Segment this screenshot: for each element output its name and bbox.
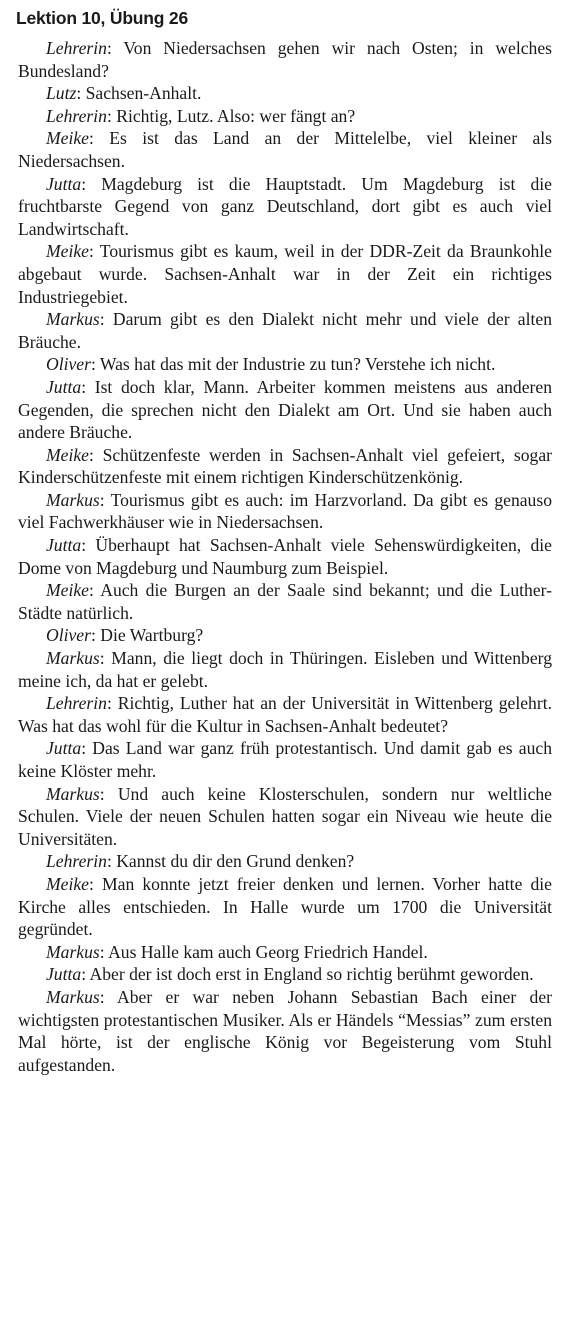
dialogue-turn [18,579,552,624]
speaker-name: Jutta [46,738,82,759]
dialogue-turn [18,353,552,376]
spoken-line: : Schützenfeste werden in Sachsen-Anhalt viel gefeiert, sogar Kinderschützenfeste mit einem richtigen Kinderschützenkönig. [18,444,552,488]
speaker-name: Markus [46,489,100,510]
speaker-name: Markus [46,783,100,804]
dialogue-turn [18,376,552,444]
spoken-line: : Was hat das mit der Industrie zu tun? Verstehe ich nicht. [90,354,496,375]
spoken-line: : Aus Halle kam auch Georg Friedrich Handel. [99,941,428,962]
spoken-line: : Überhaupt hat Sachsen-Anhalt viele Sehenswürdigkeiten, die Dome von Magdeburg und Naumburg zum Beispiel. [18,535,552,578]
spoken-line: : Kannst du dir den Grund denken? [106,851,355,872]
speaker-name: Meike [46,580,89,601]
speaker-name: Oliver [46,354,91,375]
spoken-line: : Mann, die liegt doch in Thüringen. Eisleben und Wittenberg meine ich, da hat er gelebt. [18,648,552,691]
dialogue-turn [18,941,552,964]
speaker-name: Lehrerin [46,693,107,714]
spoken-line: : Das Land war ganz früh protestantisch. Und damit gab es auch keine Klöster mehr. [18,738,552,781]
speaker-name: Markus [46,986,100,1007]
dialogue-text [18,37,552,1076]
speaker-name: Jutta [46,173,82,194]
speaker-name: Meike [46,873,89,894]
spoken-line: : Aber der ist doch erst in England so richtig berühmt geworden. [81,964,534,985]
dialogue-turn [18,963,552,986]
spoken-line: : Tourismus gibt es auch: im Harzvorland. Da gibt es genauso viel Fachwerkhäuser wie in Niedersachsen. [18,489,552,533]
speaker-name: Markus [46,941,100,962]
speaker-name: Lehrerin [46,851,107,872]
spoken-line: : Es ist das Land an der Mittelelbe, viel kleiner als Niedersachsen. [18,128,552,171]
dialogue-turn [18,692,552,737]
spoken-line: : Man konnte jetzt freier denken und lernen. Vorher hatte die Kirche alles entschieden. In Halle wurde um 1700 die Universität gegründet. [18,873,552,940]
dialogue-turn [18,37,552,82]
dialogue-turn [18,82,552,105]
speaker-name: Markus [46,309,100,330]
dialogue-turn [18,850,552,873]
spoken-line: : Ist doch klar, Mann. Arbeiter kommen meistens aus anderen Gegenden, die sprechen nicht den Dialekt am Ort. Und sie haben auch andere Bräuche. [18,376,552,443]
speaker-name: Jutta [46,535,82,556]
spoken-line: : Magdeburg ist die Hauptstadt. Um Magdeburg ist die fruchtbarste Gegend von ganz Deutschland, dort gibt es auch viel Landwirtschaft. [18,173,552,239]
spoken-line: : Und auch keine Klosterschulen, sondern nur weltliche Schulen. Viele der neuen Schulen hatten sogar ein Niveau wie heute die Universitäten. [18,783,552,849]
speaker-name: Lutz [46,83,77,104]
spoken-line: : Von Niedersachsen gehen wir nach Osten; in welches Bundesland? [18,38,552,81]
spoken-line: : Auch die Burgen an der Saale sind bekannt; und die Luther-Städte natürlich. [18,580,552,623]
speaker-name: Jutta [46,964,82,985]
speaker-name: Meike [46,128,89,149]
spoken-line: : Die Wartburg? [90,625,204,646]
document-page [18,6,552,1076]
spoken-line: : Sachsen-Anhalt. [76,83,202,104]
dialogue-turn [18,534,552,579]
dialogue-turn [18,737,552,782]
speaker-name: Jutta [46,376,82,397]
spoken-line: : Aber er war neben Johann Sebastian Bach einer der wichtigsten protestantischen Musiker. Als er Händels “Messias” zum ersten Mal hörte, ist der englische König vor Begeisterung vom Stuhl aufgestanden. [18,986,552,1075]
dialogue-turn [18,624,552,647]
speaker-name: Meike [46,444,89,465]
dialogue-turn [18,308,552,353]
dialogue-turn [18,444,552,489]
dialogue-turn [18,173,552,241]
dialogue-turn [18,127,552,172]
spoken-line: : Richtig, Lutz. Also: wer fängt an? [106,105,356,126]
spoken-line: : Tourismus gibt es kaum, weil in der DDR-Zeit da Braunkohle abgebaut wurde. Sachsen-Anhalt war in der Zeit ein richtiges Industriegebiet. [18,241,552,307]
dialogue-turn [18,873,552,941]
speaker-name: Lehrerin [46,38,107,58]
speaker-name: Lehrerin [46,105,107,126]
dialogue-turn [18,783,552,851]
speaker-name: Oliver [46,625,91,646]
spoken-line: : Darum gibt es den Dialekt nicht mehr und viele der alten Bräuche. [18,309,552,352]
dialogue-turn [18,986,552,1076]
speaker-name: Meike [46,241,89,262]
dialogue-turn [18,647,552,692]
lesson-heading: Lektion 10, Übung 26 [16,8,188,28]
dialogue-turn [18,105,552,128]
dialogue-turn [18,489,552,534]
speaker-name: Markus [46,648,100,669]
spoken-line: : Richtig, Luther hat an der Universität in Wittenberg gelehrt. Was hat das wohl für die Kultur in Sachsen-Anhalt bedeutet? [18,693,552,736]
dialogue-turn [18,240,552,308]
